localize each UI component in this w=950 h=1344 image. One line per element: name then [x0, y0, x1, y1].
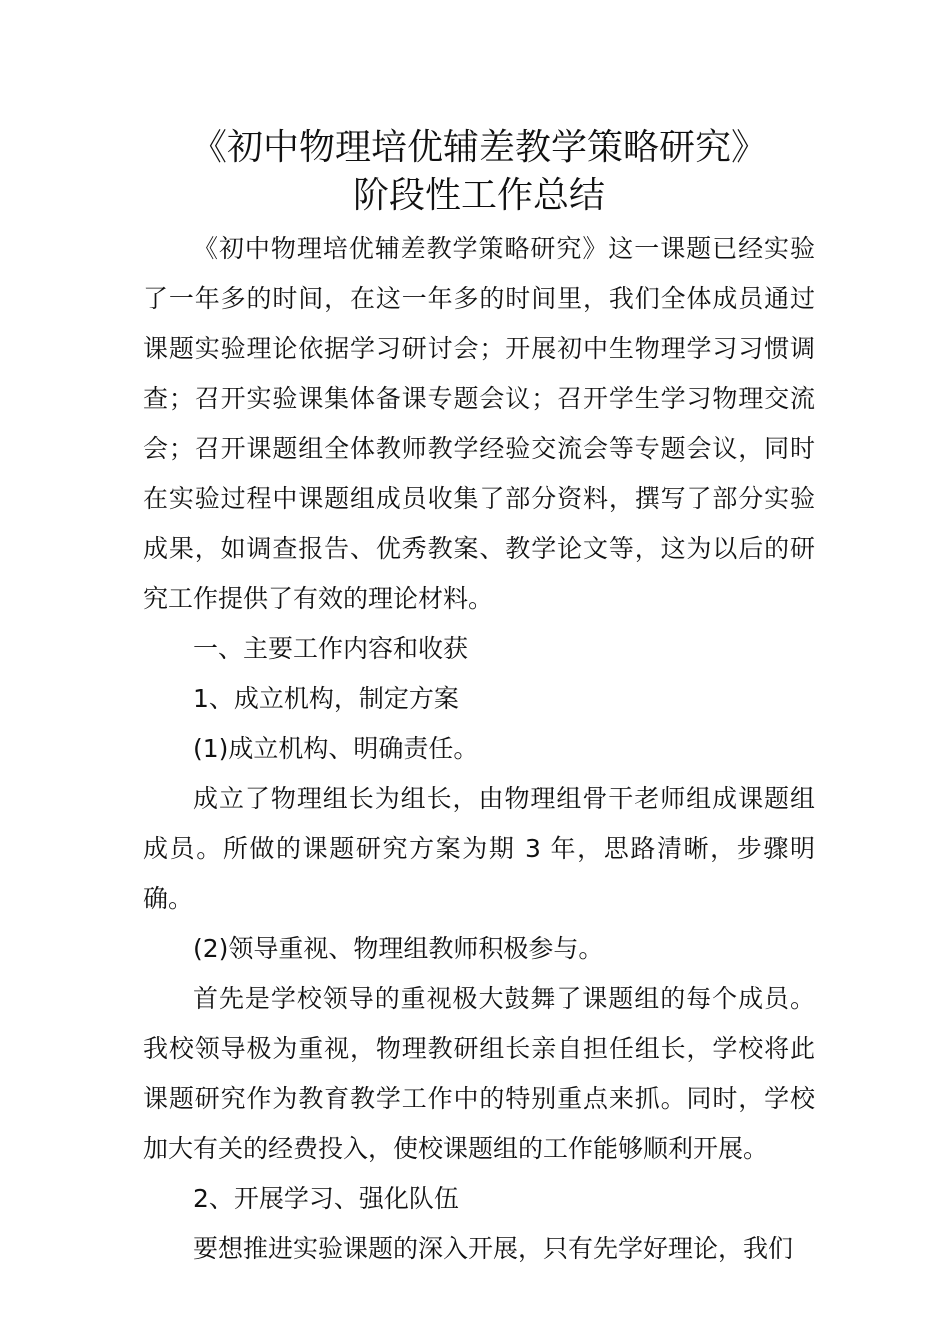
intro-paragraph: 《初中物理培优辅差教学策略研究》这一课题已经实验了一年多的时间，在这一年多的时间里，我们全体成员通过课题实验理论依据学习研讨会；开展初中生物理学习习惯调查；召开实验课集体备课专题会议；召开学生学习物理交流会；召开课题组全体教师教学经验交流会等专题会议，同时在实验过程中课题组成员收集了部分资料，撰写了部分实验成果，如调查报告、优秀教案、教学论文等，这为以后的研究工作提供了有效的理论材料。: [143, 234, 815, 613]
document-page: [143, 124, 815, 1274]
subheading-study-team: 2、开展学习、强化队伍: [193, 1184, 459, 1213]
paragraph-organization: 成立了物理组长为组长，由物理组骨干老师组成课题组成员。所做的课题研究方案为期 3 年，思路清晰，步骤明确。: [143, 784, 815, 913]
item-heading-1: (1)成立机构、明确责任。: [193, 734, 479, 763]
document-title-line-1: 《初中物理培优辅差教学策略研究》: [190, 127, 767, 168]
paragraph-leadership: 首先是学校领导的重视极大鼓舞了课题组的每个成员。我校领导极为重视，物理教研组长亲自担任组长，学校将此课题研究作为教育教学工作中的特别重点来抓。同时，学校加大有关的经费投入，使校课题组的工作能够顺利开展。: [143, 984, 815, 1163]
section-heading-main-work: 一、主要工作内容和收获: [193, 634, 469, 663]
document-title-line-2: 阶段性工作总结: [352, 175, 605, 216]
item-heading-2: (2)领导重视、物理组教师积极参与。: [193, 934, 604, 963]
document-body: [143, 224, 815, 1274]
paragraph-study: 要想推进实验课题的深入开展，只有先学好理论，我们: [193, 1234, 794, 1263]
subheading-establish-organization: 1、成立机构，制定方案: [193, 684, 459, 713]
